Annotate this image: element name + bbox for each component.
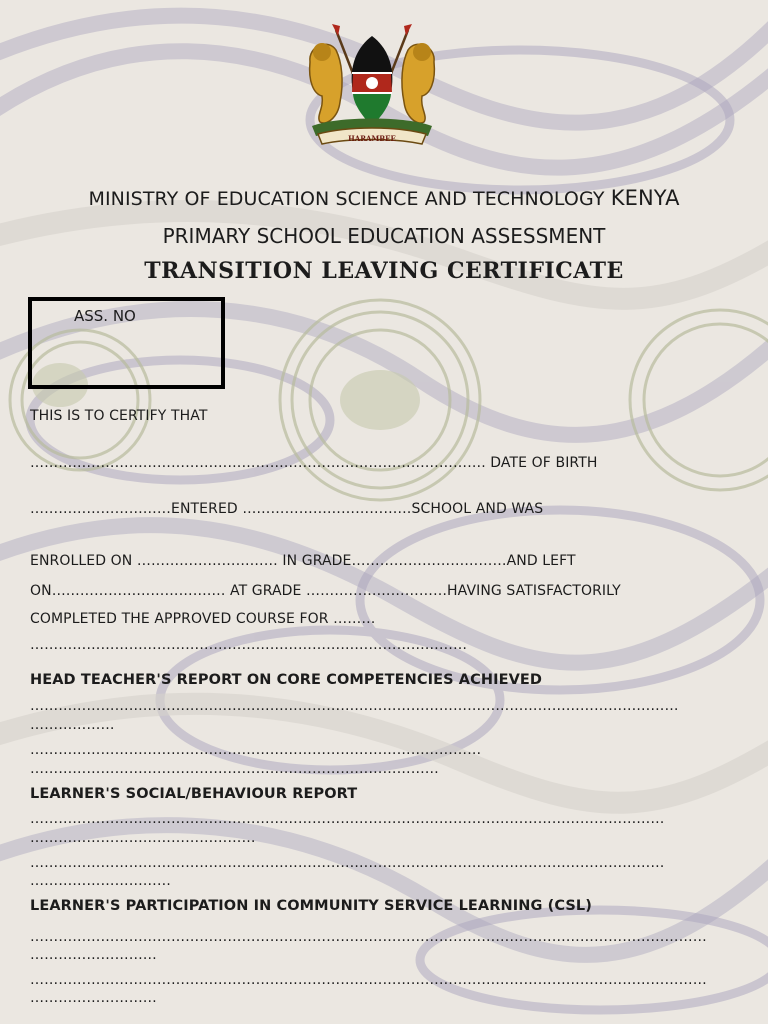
core-competencies-line-2: ……………… [30,717,115,733]
left-grade-line: ON………………………………. AT GRADE …………………………HAVING SATISFACTORILY [30,583,621,599]
enrolled-line: ENROLLED ON ………………………… IN GRADE……………………………AND LEFT [30,553,576,569]
behaviour-report-heading: LEARNER'S SOCIAL/BEHAVIOUR REPORT [30,786,358,802]
core-competencies-line-3: …………………………………………………………………………………… [30,742,482,758]
core-competencies-line-1: ………………………………………………………………………………………………………………………… [30,698,679,714]
core-competencies-line-4: …………………………………………………………………………… [30,761,439,777]
csl-heading: LEARNER'S PARTICIPATION IN COMMUNITY SERVICE LEARNING (CSL) [30,898,592,914]
assessment-heading: PRIMARY SCHOOL EDUCATION ASSESSMENT [162,224,606,248]
csl-line-4: ……………………… [30,990,157,1006]
ministry-country: KENYA [610,186,680,210]
behaviour-line-1: ……………………………………………………………………………………………………………………… [30,811,665,827]
certify-line: THIS IS TO CERTIFY THAT [30,408,208,424]
name-dob-line: ……………………………………………………………………………………. DATE OF BIRTH [30,455,598,471]
behaviour-line-2: ………………………………………… [30,830,256,846]
completed-course-line: COMPLETED THE APPROVED COURSE FOR ……… [30,611,376,627]
kenya-coat-of-arms-emblem [298,22,446,150]
core-competencies-heading: HEAD TEACHER'S REPORT ON CORE COMPETENCIES ACHIEVED [30,672,543,688]
certificate-title: TRANSITION LEAVING CERTIFICATE [144,258,624,284]
ministry-name: MINISTRY OF EDUCATION SCIENCE AND TECHNOLOGY [88,188,605,210]
behaviour-line-3: ……………………………………………………………………………………………………………………… [30,855,665,871]
course-dotted-line: ………………………………………………………………………………… [30,637,468,653]
assessment-number-label: ASS. NO [74,307,136,325]
emblem-motto: HARAMBEE [348,134,396,143]
assessment-number-box [28,297,225,389]
behaviour-line-4: ………………………… [30,873,171,889]
csl-line-1: ……………………………………………………………………………………………………………………………… [30,929,707,945]
csl-line-3: ……………………………………………………………………………………………………………………………… [30,972,707,988]
ministry-heading [0,186,768,210]
entered-school-line: …………………………ENTERED ………………………………SCHOOL AND WAS [30,501,544,517]
csl-line-2: ……………………… [30,947,157,963]
